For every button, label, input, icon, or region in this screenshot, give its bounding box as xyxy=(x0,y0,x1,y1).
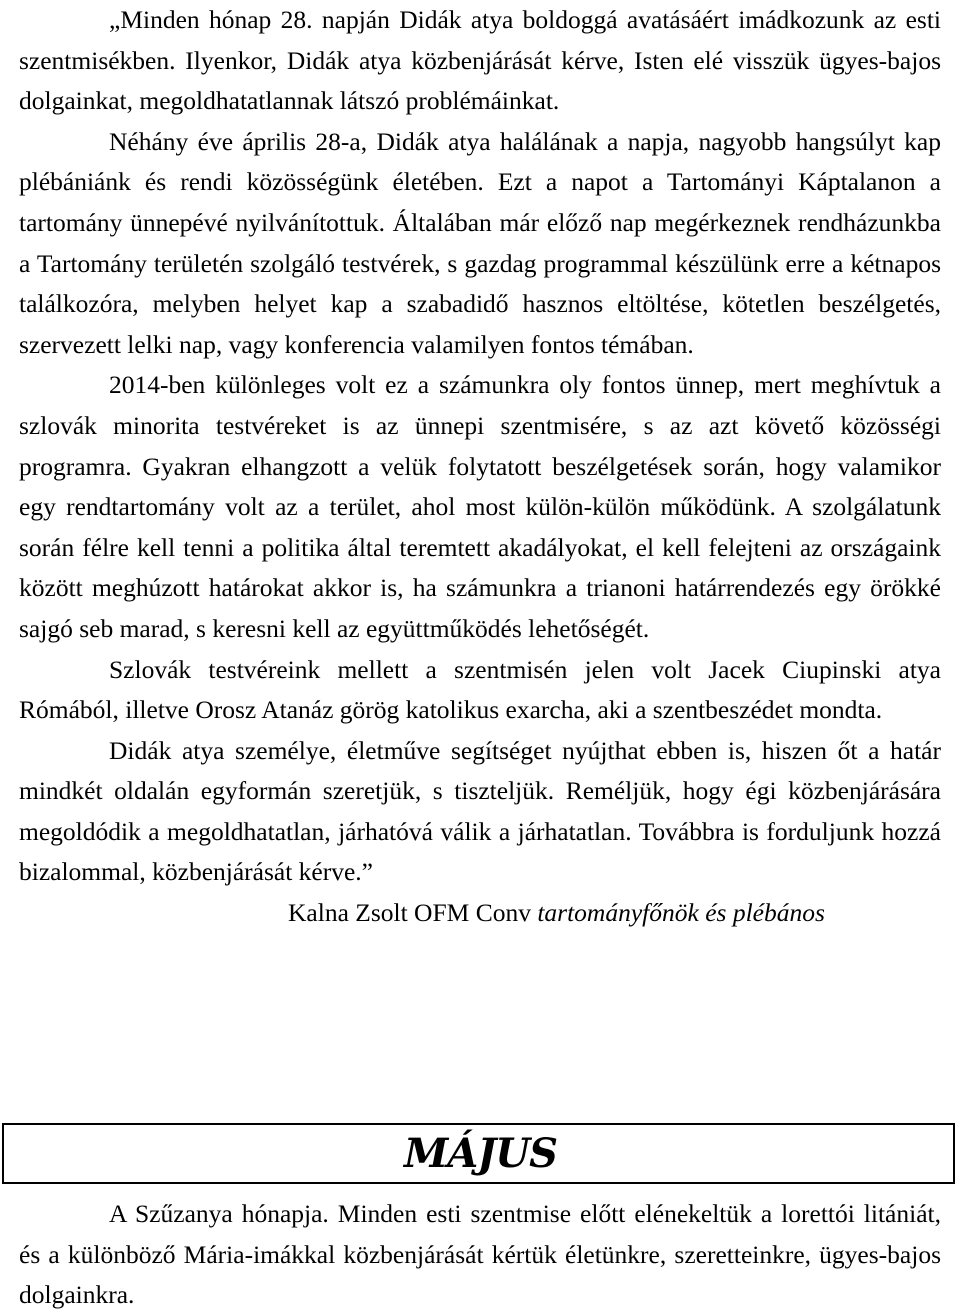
article xyxy=(19,0,941,934)
signature-name: Kalna Zsolt OFM Conv xyxy=(288,898,531,928)
paragraph-5: Didák atya személye, életműve segítséget nyújthat ebben is, hiszen őt a határ mindkét oldalán egyformán szeretjük, s tiszteljük. Reméljük, hogy égi közbenjárására megoldódik a megoldhatatlan, járhatóvá válik a járhatatlan. Továbbra is forduljunk hozzá bizalommal, közbenjárását kérve.” xyxy=(19,735,941,887)
paragraph-2: Néhány éve április 28-a, Didák atya halálának a napja, nagyobb hangsúlyt kap plébániánk és rendi közösségünk életében. Ezt a napot a Tartományi Káptalanon a tartomány ünnepévé nyilvánítottuk. Általában már előző nap megérkeznek rendházunkba a Tartomány területén szolgáló testvérek, s gazdag programmal készülünk erre a kétnapos találkozóra, melyben helyet kap a szabadidő hasznos eltöltése, kötetlen beszélgetés, szervezett lelki nap, vagy konferencia valamilyen fontos témában. xyxy=(19,126,941,359)
signature-role: tartományfőnök és plébános xyxy=(537,898,825,928)
section-heading-box xyxy=(2,1123,955,1184)
section-body xyxy=(19,1194,941,1316)
signature xyxy=(19,893,941,934)
section-heading: MÁJUS xyxy=(404,1130,558,1177)
section-paragraph: A Szűzanya hónapja. Minden esti szentmise előtt elénekeltük a lorettói litániát, és a különböző Mária-imákkal közbenjárását kértük életünkre, szeretteinkre, ügyes-bajos dolgainkra. xyxy=(19,1199,941,1310)
paragraph-4: Szlovák testvéreink mellett a szentmisén jelen volt Jacek Ciupinski atya Rómából, illetve Orosz Atanáz görög katolikus exarcha, aki a szentbeszédet mondta. xyxy=(19,654,941,725)
paragraph-1: „Minden hónap 28. napján Didák atya boldoggá avatásáért imádkozunk az esti szentmisékben. Ilyenkor, Didák atya közbenjárását kérve, Isten elé visszük ügyes-bajos dolgainkat, megoldhatatlannak látszó problémáinkat. xyxy=(19,5,941,116)
paragraph-3: 2014-ben különleges volt ez a számunkra oly fontos ünnep, mert meghívtuk a szlovák minorita testvéreket is az ünnepi szentmisére, s az azt követő közösségi programra. Gyakran elhangzott a velük folytatott beszélgetések során, hogy valamikor egy rendtartomány volt az a terület, ahol most külön-külön működünk. A szolgálatunk során félre kell tenni a politika által teremtett akadályokat, el kell felejteni az országaink között meghúzott határokat akkor is, ha számunkra a trianoni határrendezés egy örökké sajgó seb marad, s keresni kell az együttműködés lehetőségét. xyxy=(19,370,941,643)
